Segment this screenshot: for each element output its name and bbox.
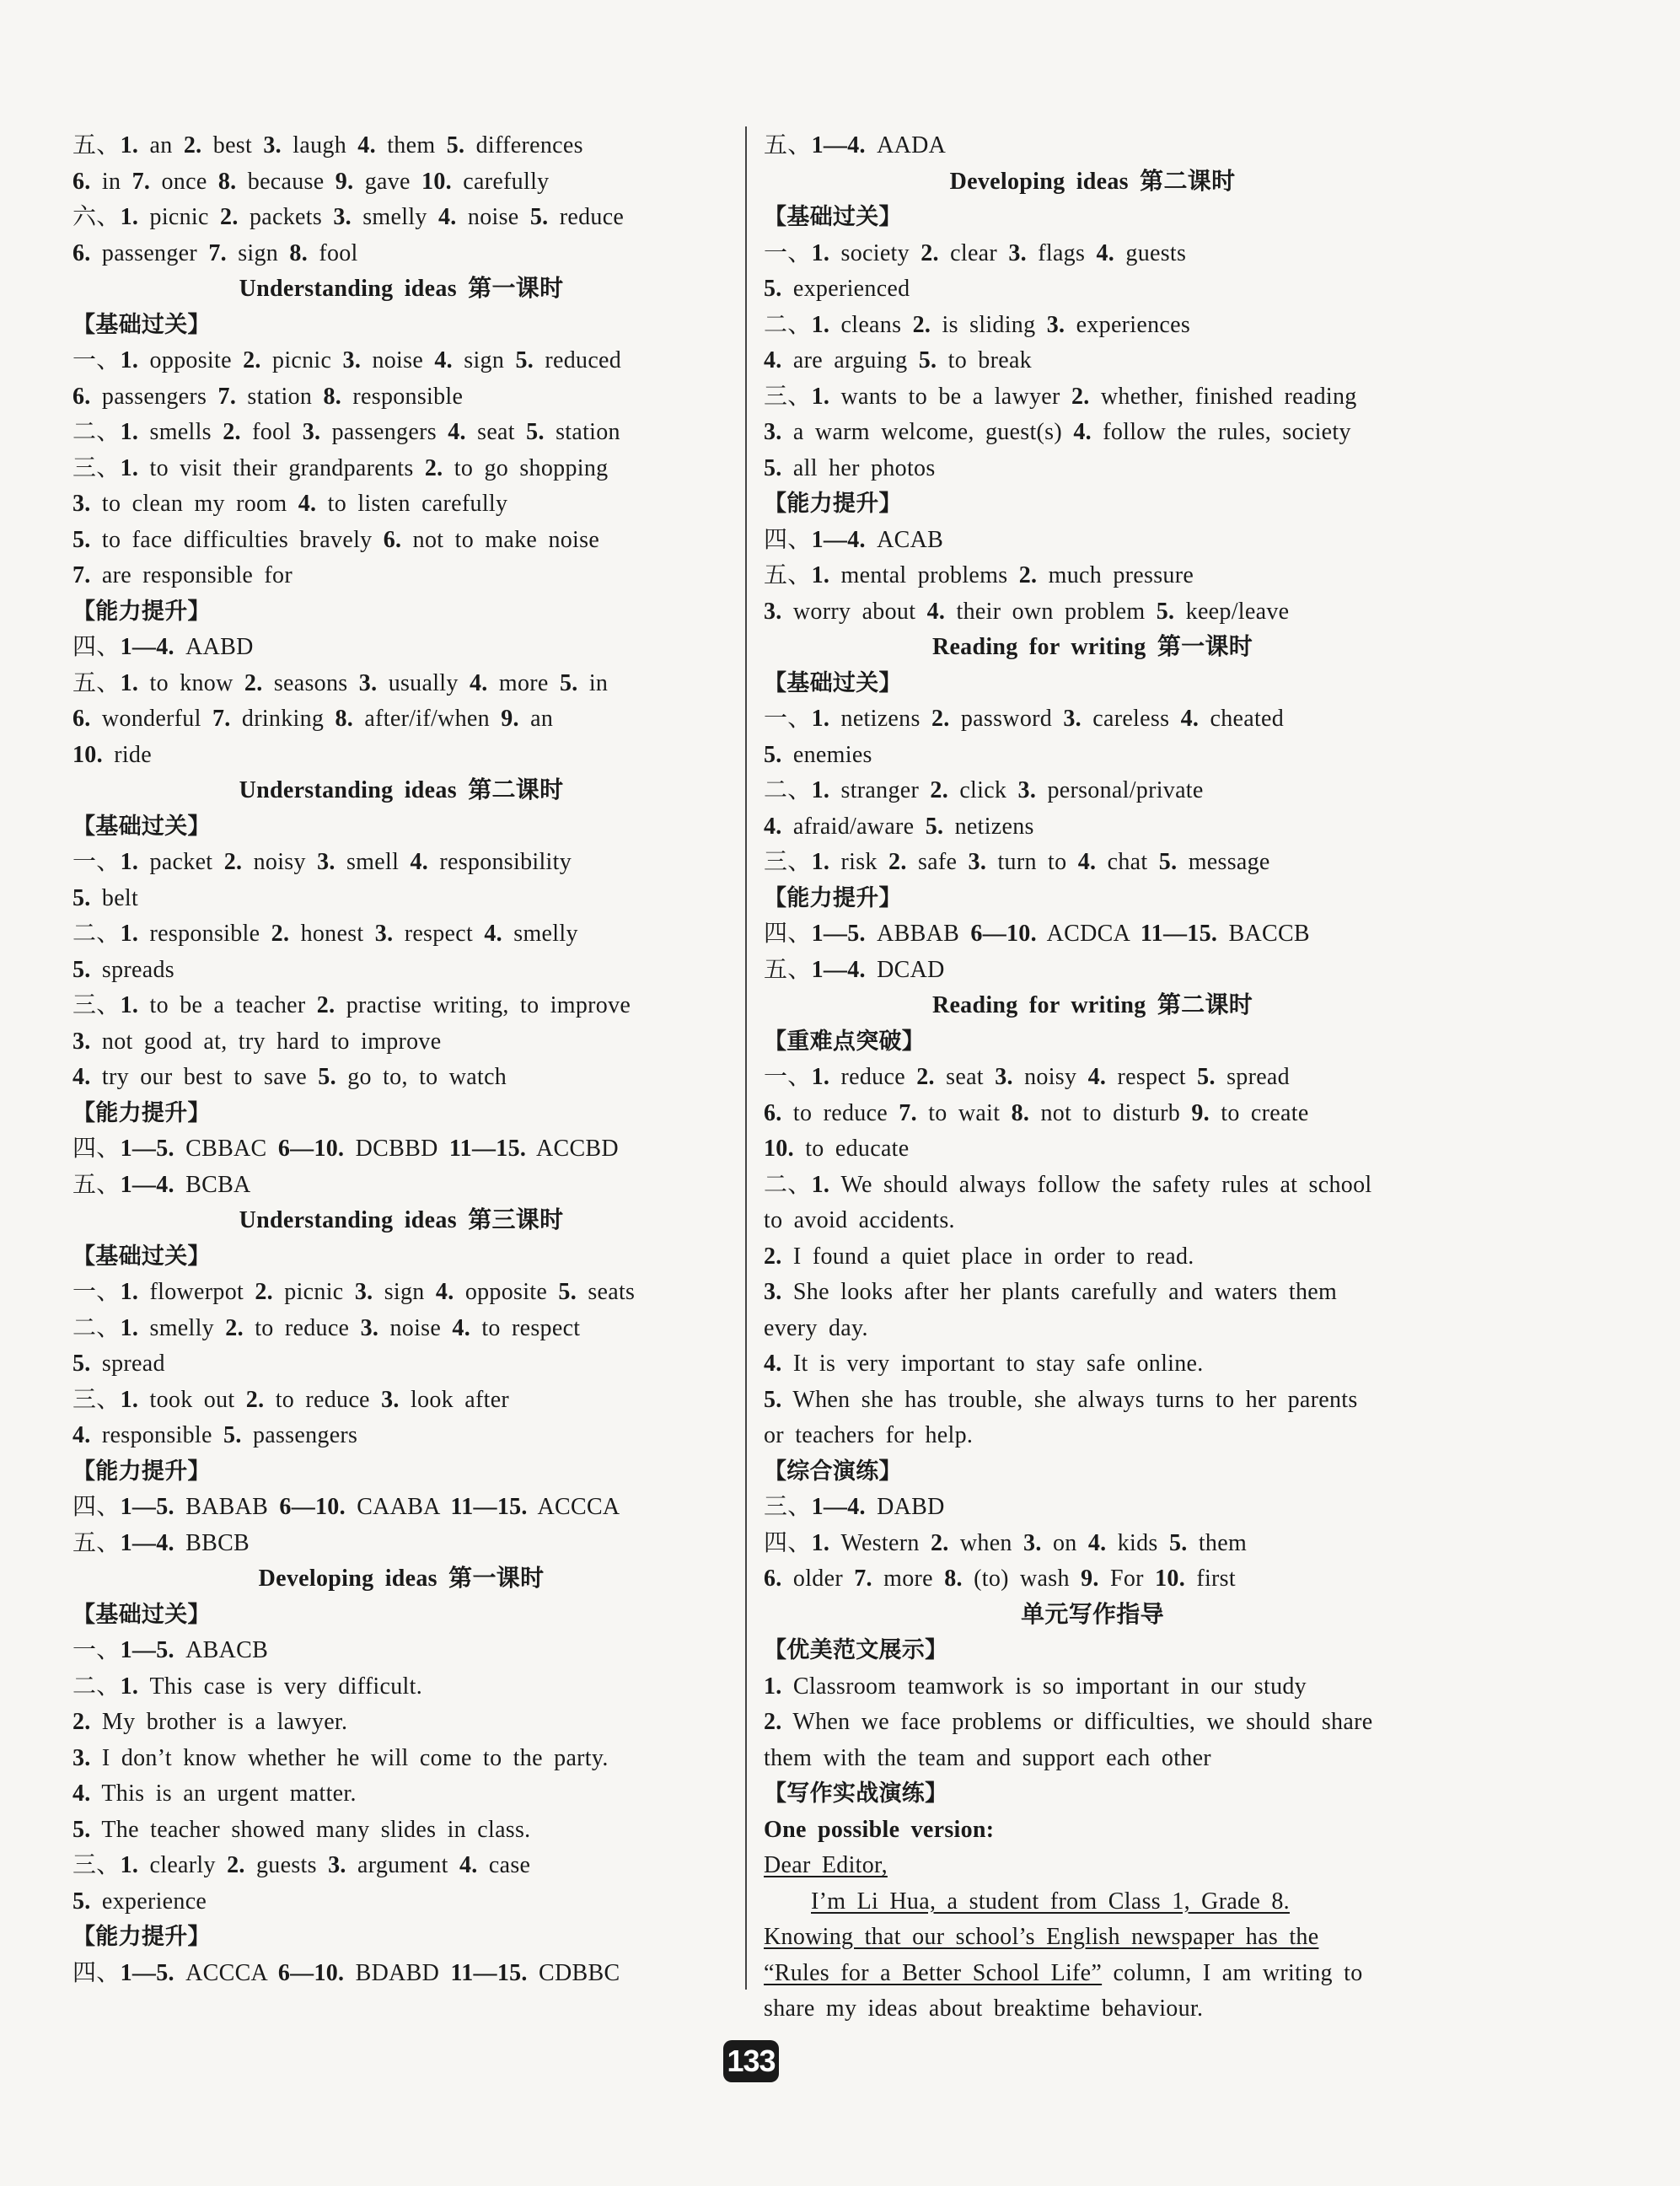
answer-line: 5. belt <box>72 884 139 911</box>
subsection-label: 【写作实战演练】 <box>764 1780 948 1807</box>
answer-line: 5. When she has trouble, she always turns to her parents <box>764 1386 1358 1413</box>
answer-line: every day. <box>764 1314 868 1341</box>
answer-line: 二、1. smells 2. fool 3. passengers 4. seat 5. station <box>72 419 620 445</box>
answer-line: 一、1. flowerpot 2. picnic 3. sign 4. opposite 5. seats <box>72 1279 636 1305</box>
answer-line: 6. passenger 7. sign 8. fool <box>72 239 358 266</box>
subsection-label: 【基础过关】 <box>72 1243 211 1270</box>
answer-line: 5. spreads <box>72 956 174 983</box>
column-divider <box>745 126 747 1990</box>
answer-line: 一、1. reduce 2. seat 3. noisy 4. respect 5. spread <box>764 1064 1290 1090</box>
subsection-label: 【能力提升】 <box>72 598 211 625</box>
answer-line: 3. to clean my room 4. to listen carefully <box>72 491 508 517</box>
answer-line: 6. older 7. more 8. (to) wash 9. For 10. first <box>764 1566 1236 1592</box>
right-column <box>764 128 1421 2028</box>
section-heading: Developing ideas 第二课时 <box>949 168 1236 195</box>
answer-line: 一、1. society 2. clear 3. flags 4. guests <box>764 239 1187 266</box>
answer-line: 一、1. opposite 2. picnic 3. noise 4. sign 5. reduced <box>72 347 622 373</box>
section-heading: Reading for writing 第一课时 <box>931 634 1253 660</box>
answer-line: 1. Classroom teamwork is so important in our study <box>764 1673 1307 1700</box>
answer-line: 5. spread <box>72 1351 165 1377</box>
answer-line: 二、1. smelly 2. to reduce 3. noise 4. to respect <box>72 1314 581 1341</box>
answer-line: 一、1. netizens 2. password 3. careless 4. cheated <box>764 706 1285 732</box>
answer-line: 4. try our best to save 5. go to, to watch <box>72 1064 507 1090</box>
answer-line: 四、1—5. ACCCA 6—10. BDABD 11—15. CDBBC <box>72 1959 620 1986</box>
answer-line: 二、1. stranger 2. click 3. personal/private <box>764 777 1204 803</box>
answer-line: 4. afraid/aware 5. netizens <box>764 813 1034 840</box>
subsection-label: 【基础过关】 <box>72 1601 211 1628</box>
answer-line: 三、1—4. DABD <box>764 1494 945 1520</box>
subsection-label: 【能力提升】 <box>764 491 902 517</box>
answer-line: 三、1. to visit their grandparents 2. to go shopping <box>72 454 609 481</box>
answer-line: 2. I found a quiet place in order to read. <box>764 1243 1194 1270</box>
answer-line: 二、1. We should always follow the safety rules at school <box>764 1171 1372 1198</box>
left-column <box>72 128 730 1991</box>
answer-line: 6. in 7. once 8. because 9. gave 10. carefully <box>72 168 550 195</box>
answer-line: 三、1. clearly 2. guests 3. argument 4. case <box>72 1852 531 1878</box>
underlined-line: Dear Editor, <box>764 1852 888 1878</box>
answer-line: 二、1. responsible 2. honest 3. respect 4. smelly <box>72 921 578 947</box>
subsection-label: 【基础过关】 <box>72 813 211 840</box>
subsection-label: 【基础过关】 <box>764 204 902 230</box>
answer-line: 六、1. picnic 2. packets 3. smelly 4. noise 5. reduce <box>72 204 625 230</box>
answer-line: 2. When we face problems or difficulties, we should share <box>764 1709 1373 1735</box>
answer-line: 五、1—4. BBCB <box>72 1529 250 1556</box>
plain-phrase: column, I am writing to <box>1102 1959 1363 1986</box>
answer-line: 6. to reduce 7. to wait 8. not to disturb 9. to create <box>764 1099 1309 1126</box>
answer-line: 五、1—4. AADA <box>764 132 947 158</box>
answer-line: share my ideas about breaktime behaviour. <box>764 1995 1204 2022</box>
answer-line: 2. My brother is a lawyer. <box>72 1709 348 1735</box>
answer-line: 二、1. cleans 2. is sliding 3. experiences <box>764 311 1191 338</box>
answer-line: 一、1. packet 2. noisy 3. smell 4. responsibility <box>72 849 572 875</box>
answer-line: 五、1. an 2. best 3. laugh 4. them 5. differences <box>72 132 583 158</box>
section-heading: Understanding ideas 第三课时 <box>239 1207 564 1233</box>
answer-line: 五、1—4. BCBA <box>72 1171 251 1198</box>
answer-line: 五、1. mental problems 2. much pressure <box>764 562 1194 588</box>
underlined-line: I’m Li Hua, a student from Class 1, Grade 8. <box>811 1888 1290 1915</box>
section-heading: Understanding ideas 第一课时 <box>239 276 564 302</box>
subsection-label: 【能力提升】 <box>72 1099 211 1126</box>
answer-line: 5. all her photos <box>764 454 936 481</box>
answer-line: 7. are responsible for <box>72 562 293 588</box>
answer-line: 四、1. Western 2. when 3. on 4. kids 5. them <box>764 1529 1248 1556</box>
answer-line: 3. worry about 4. their own problem 5. keep/leave <box>764 598 1290 625</box>
answer-line: 三、1. wants to be a lawyer 2. whether, finished reading <box>764 383 1357 410</box>
answer-line: to avoid accidents. <box>764 1207 955 1233</box>
sample-title: One possible version: <box>764 1816 995 1843</box>
section-heading: Reading for writing 第二课时 <box>931 992 1253 1018</box>
answer-line: 5. enemies <box>764 741 872 768</box>
answer-line: 四、1—5. ABBAB 6—10. ACDCA 11—15. BACCB <box>764 921 1310 947</box>
subsection-label: 【能力提升】 <box>72 1924 211 1950</box>
subsection-label: 【优美范文展示】 <box>764 1637 948 1663</box>
underlined-line: Knowing that our school’s English newspaper has the <box>764 1924 1319 1950</box>
answer-line: or teachers for help. <box>764 1422 974 1448</box>
page-number: 133 <box>723 2040 779 2082</box>
answer-line: 3. a warm welcome, guest(s) 4. follow the rules, society <box>764 419 1351 445</box>
answer-line: 5. to face difficulties bravely 6. not to make noise <box>72 526 600 553</box>
subsection-label: 【综合演练】 <box>764 1458 902 1485</box>
answer-line: 3. not good at, try hard to improve <box>72 1028 442 1055</box>
answer-line: 四、1—4. ACAB <box>764 526 944 553</box>
section-heading: 单元写作指导 <box>1021 1601 1164 1628</box>
underlined-phrase: “Rules for a Better School Life” <box>764 1959 1103 1986</box>
answer-line: 二、1. This case is very difficult. <box>72 1673 422 1700</box>
subsection-label: 【重难点突破】 <box>764 1028 926 1055</box>
section-heading: Developing ideas 第一课时 <box>258 1566 545 1592</box>
subsection-label: 【能力提升】 <box>72 1458 211 1485</box>
answer-line: 五、1—4. DCAD <box>764 956 945 983</box>
answer-line: 6. wonderful 7. drinking 8. after/if/when 9. an <box>72 706 554 732</box>
answer-line: 4. responsible 5. passengers <box>72 1422 358 1448</box>
answer-line: 三、1. risk 2. safe 3. turn to 4. chat 5. message <box>764 849 1270 875</box>
answer-line: 四、1—5. BABAB 6—10. CAABA 11—15. ACCCA <box>72 1494 620 1520</box>
answer-line: 3. She looks after her plants carefully and waters them <box>764 1279 1338 1305</box>
answer-line: 三、1. took out 2. to reduce 3. look after <box>72 1386 510 1413</box>
mixed-line <box>764 1956 1421 1992</box>
subsection-label: 【基础过关】 <box>764 669 902 696</box>
answer-line: 3. I don’t know whether he will come to the party. <box>72 1744 609 1771</box>
answer-line: 一、1—5. ABACB <box>72 1637 269 1663</box>
answer-line: 5. experience <box>72 1888 207 1915</box>
answer-line: 10. to educate <box>764 1136 910 1162</box>
answer-line: 5. The teacher showed many slides in class. <box>72 1816 531 1843</box>
answer-line: 4. It is very important to stay safe online. <box>764 1351 1204 1377</box>
answer-line: 4. are arguing 5. to break <box>764 347 1032 373</box>
answer-line: 4. This is an urgent matter. <box>72 1780 357 1807</box>
answer-line: 10. ride <box>72 741 152 768</box>
answer-line: 五、1. to know 2. seasons 3. usually 4. more 5. in <box>72 669 609 696</box>
answer-line: 四、1—5. CBBAC 6—10. DCBBD 11—15. ACCBD <box>72 1136 619 1162</box>
answer-line: 5. experienced <box>764 276 910 302</box>
section-heading: Understanding ideas 第二课时 <box>239 777 564 803</box>
answer-line: 三、1. to be a teacher 2. practise writing, to improve <box>72 992 631 1018</box>
answer-line: 四、1—4. AABD <box>72 634 254 660</box>
subsection-label: 【能力提升】 <box>764 884 902 911</box>
answer-line: 6. passengers 7. station 8. responsible <box>72 383 464 410</box>
answer-line: them with the team and support each other <box>764 1744 1211 1771</box>
subsection-label: 【基础过关】 <box>72 311 211 338</box>
